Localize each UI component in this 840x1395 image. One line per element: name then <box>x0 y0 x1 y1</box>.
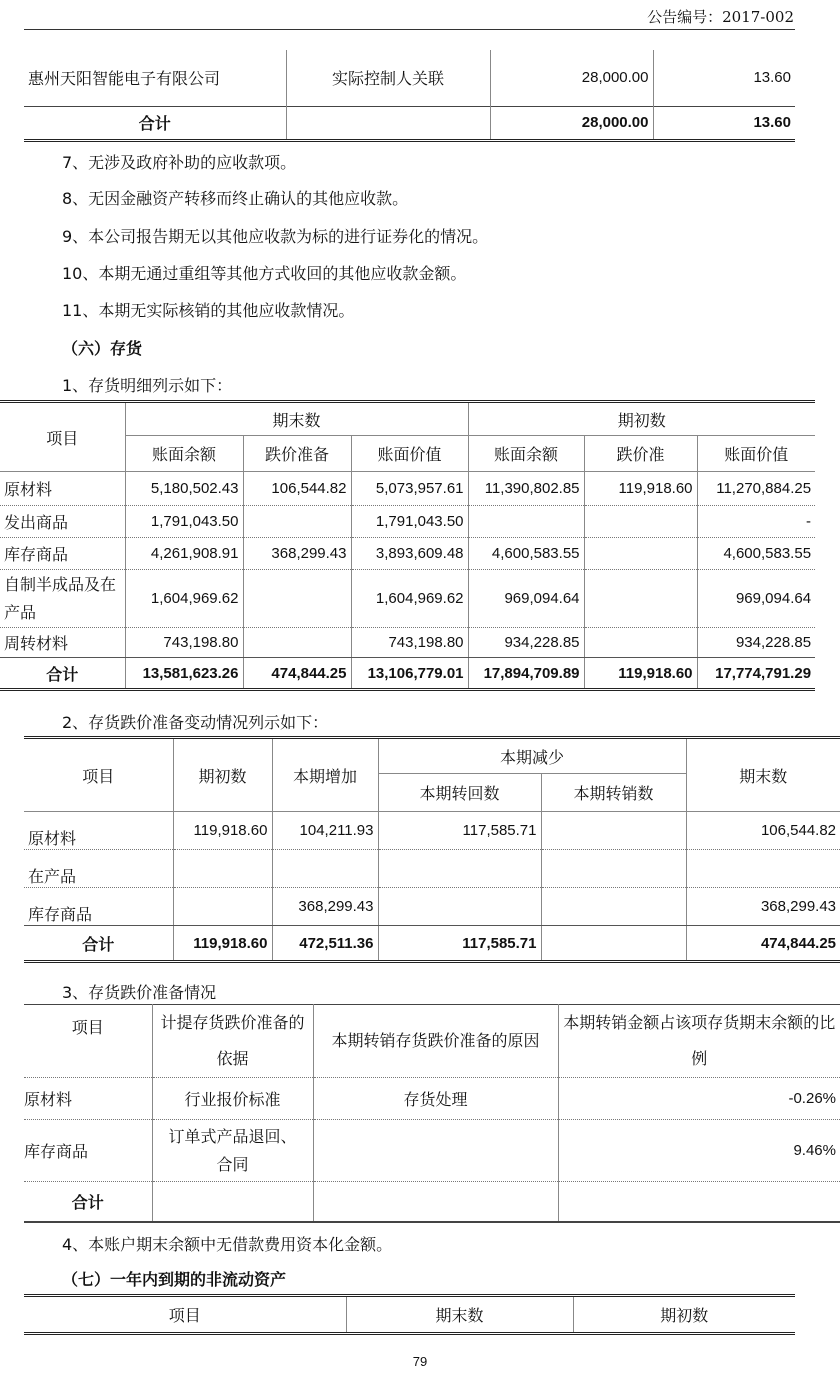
cell <box>272 850 378 888</box>
row-label: 发出商品 <box>0 506 125 538</box>
cell <box>541 926 686 962</box>
cell: 119,918.60 <box>173 812 272 850</box>
col-begin: 期初数 <box>173 738 272 812</box>
cell: 1,604,969.62 <box>351 570 468 628</box>
cell <box>243 628 351 658</box>
cell: 11,390,802.85 <box>468 472 584 506</box>
subsection-1: 1、存货明细列示如下： <box>62 376 233 395</box>
col-impairment: 跌价准备 <box>243 436 351 472</box>
col-reversal: 本期转回数 <box>378 774 541 812</box>
note-8: 8、无因金融资产转移而终止确认的其他应收款。 <box>62 189 409 208</box>
cell: 117,585.71 <box>378 926 541 962</box>
cell: 743,198.80 <box>351 628 468 658</box>
total-row <box>24 1182 840 1222</box>
total-row <box>0 658 815 690</box>
row-label: 周转材料 <box>0 628 125 658</box>
table-row <box>0 472 815 506</box>
total-label: 合计 <box>24 926 173 962</box>
table-row <box>0 570 815 628</box>
announcement-number: 公告编号：2017-002 <box>647 8 794 26</box>
cell <box>313 1120 558 1182</box>
cell <box>584 506 697 538</box>
note-7: 7、无涉及政府补助的应收款项。 <box>62 153 297 172</box>
note-9: 9、本公司报告期无以其他应收款为标的进行证券化的情况。 <box>62 227 489 246</box>
header-rule <box>24 29 795 30</box>
col-item: 项目 <box>0 402 125 472</box>
cell: 4,600,583.55 <box>697 538 815 570</box>
amount: 28,000.00 <box>490 50 653 106</box>
empty-cell <box>286 106 490 140</box>
cell: 13,581,623.26 <box>125 658 243 690</box>
cell: 订单式产品退回、合同 <box>152 1120 313 1182</box>
empty-cell <box>152 1182 313 1222</box>
cell: 5,073,957.61 <box>351 472 468 506</box>
inventory-table <box>0 400 815 691</box>
col-item: 项目 <box>24 738 173 812</box>
col-decrease: 本期减少 <box>378 738 686 774</box>
related-party-table <box>24 50 795 142</box>
row-label: 原材料 <box>0 472 125 506</box>
col-reason: 本期转销存货跌价准备的原因 <box>313 1005 558 1078</box>
table-row <box>24 888 840 926</box>
cell: 106,544.82 <box>686 812 840 850</box>
provision-basis-table <box>24 1004 840 1223</box>
section-7-title: （七）一年内到期的非流动资产 <box>62 1270 287 1289</box>
col-basis: 计提存货跌价准备的依据 <box>152 1005 313 1078</box>
row-label: 原材料 <box>24 812 173 850</box>
cell <box>541 812 686 850</box>
row-label: 库存商品 <box>24 1120 152 1182</box>
cell <box>686 850 840 888</box>
cell <box>243 506 351 538</box>
section-6-title: （六）存货 <box>62 339 143 358</box>
cell: 368,299.43 <box>272 888 378 926</box>
cell: 474,844.25 <box>243 658 351 690</box>
table-header-row <box>0 402 815 436</box>
note-11: 11、本期无实际核销的其他应收款情况。 <box>62 301 355 320</box>
col-item: 项目 <box>24 1296 346 1334</box>
cell: 934,228.85 <box>468 628 584 658</box>
cell: 1,791,043.50 <box>125 506 243 538</box>
cell: 969,094.64 <box>468 570 584 628</box>
total-row <box>24 926 840 962</box>
row-label: 在产品 <box>24 850 173 888</box>
cell: 117,585.71 <box>378 812 541 850</box>
col-book-balance: 账面余额 <box>125 436 243 472</box>
col-period-end: 期末数 <box>125 402 468 436</box>
cell: 5,180,502.43 <box>125 472 243 506</box>
cell: 368,299.43 <box>243 538 351 570</box>
col-end: 期末数 <box>686 738 840 812</box>
row-label: 库存商品 <box>0 538 125 570</box>
cell <box>378 888 541 926</box>
subsection-3: 3、存货跌价准备情况 <box>62 983 217 1002</box>
cell <box>468 506 584 538</box>
cell: 119,918.60 <box>584 658 697 690</box>
total-row <box>24 106 795 140</box>
table-row <box>0 628 815 658</box>
cell: 9.46% <box>558 1120 840 1182</box>
col-item: 项目 <box>24 1005 152 1078</box>
col-ratio: 本期转销金额占该项存货期末余额的比例 <box>558 1005 840 1078</box>
row-label: 原材料 <box>24 1078 152 1120</box>
col-book-value: 账面价值 <box>351 436 468 472</box>
cell <box>541 850 686 888</box>
cell: 11,270,884.25 <box>697 472 815 506</box>
col-increase: 本期增加 <box>272 738 378 812</box>
row-label: 库存商品 <box>24 888 173 926</box>
total-label: 合计 <box>0 658 125 690</box>
cell <box>584 570 697 628</box>
table-header-row <box>24 738 840 774</box>
total-amount: 28,000.00 <box>490 106 653 140</box>
table-header-row <box>24 1296 795 1334</box>
col-end: 期末数 <box>346 1296 573 1334</box>
table-row <box>0 538 815 570</box>
note-10: 10、本期无通过重组等其他方式收回的其他应收款金额。 <box>62 264 467 283</box>
cell: 969,094.64 <box>697 570 815 628</box>
cell: 934,228.85 <box>697 628 815 658</box>
cell: 119,918.60 <box>173 926 272 962</box>
table-row <box>24 850 840 888</box>
provision-table <box>24 736 840 963</box>
cell <box>541 888 686 926</box>
col-book-balance-begin: 账面余额 <box>468 436 584 472</box>
cell <box>173 850 272 888</box>
cell: 17,774,791.29 <box>715 664 812 682</box>
col-impairment-begin: 跌价准 <box>584 436 697 472</box>
empty-cell <box>313 1182 558 1222</box>
total-ratio: 13.60 <box>753 114 791 131</box>
cell: 4,600,583.55 <box>468 538 584 570</box>
total-label: 合计 <box>24 1182 152 1222</box>
cell: 存货处理 <box>313 1078 558 1120</box>
cell: 368,299.43 <box>686 888 840 926</box>
table-row <box>0 506 815 538</box>
page-number: 79 <box>412 1354 428 1369</box>
ratio: 13.60 <box>753 69 791 87</box>
col-writeoff: 本期转销数 <box>541 774 686 812</box>
cell: 472,511.36 <box>272 926 378 962</box>
table-row <box>24 812 840 850</box>
cell <box>584 538 697 570</box>
cell <box>584 628 697 658</box>
cell: 743,198.80 <box>125 628 243 658</box>
cell <box>173 888 272 926</box>
cell: 119,918.60 <box>584 472 697 506</box>
cell: 3,893,609.48 <box>351 538 468 570</box>
table-row <box>24 1078 840 1120</box>
subsection-4: 4、本账户期末余额中无借款费用资本化金额。 <box>62 1235 393 1254</box>
relation: 实际控制人关联 <box>286 50 490 106</box>
table-row <box>24 1120 840 1182</box>
col-begin: 期初数 <box>660 1306 709 1325</box>
table-row <box>24 50 795 106</box>
company-name: 惠州天阳智能电子有限公司 <box>24 50 286 106</box>
table-header-row <box>24 1005 840 1078</box>
cell <box>378 850 541 888</box>
total-label: 合计 <box>24 106 286 140</box>
subsection-2: 2、存货跌价准备变动情况列示如下： <box>62 713 329 732</box>
cell: 行业报价标准 <box>152 1078 313 1120</box>
row-label: 自制半成品及在产品 <box>0 570 125 628</box>
cell: 474,844.25 <box>760 934 837 952</box>
col-period-begin: 期初数 <box>468 402 815 436</box>
empty-cell <box>558 1182 840 1222</box>
cell: 4,261,908.91 <box>125 538 243 570</box>
cell: 1,791,043.50 <box>351 506 468 538</box>
cell: 104,211.93 <box>272 812 378 850</box>
cell: 106,544.82 <box>243 472 351 506</box>
cell: -0.26% <box>558 1078 840 1120</box>
cell: - <box>697 506 815 538</box>
cell: 1,604,969.62 <box>125 570 243 628</box>
cell: 17,894,709.89 <box>468 658 584 690</box>
col-book-value-begin: 账面价值 <box>697 436 815 472</box>
cell: 13,106,779.01 <box>351 658 468 690</box>
noncurrent-assets-table <box>24 1294 795 1335</box>
cell <box>243 570 351 628</box>
